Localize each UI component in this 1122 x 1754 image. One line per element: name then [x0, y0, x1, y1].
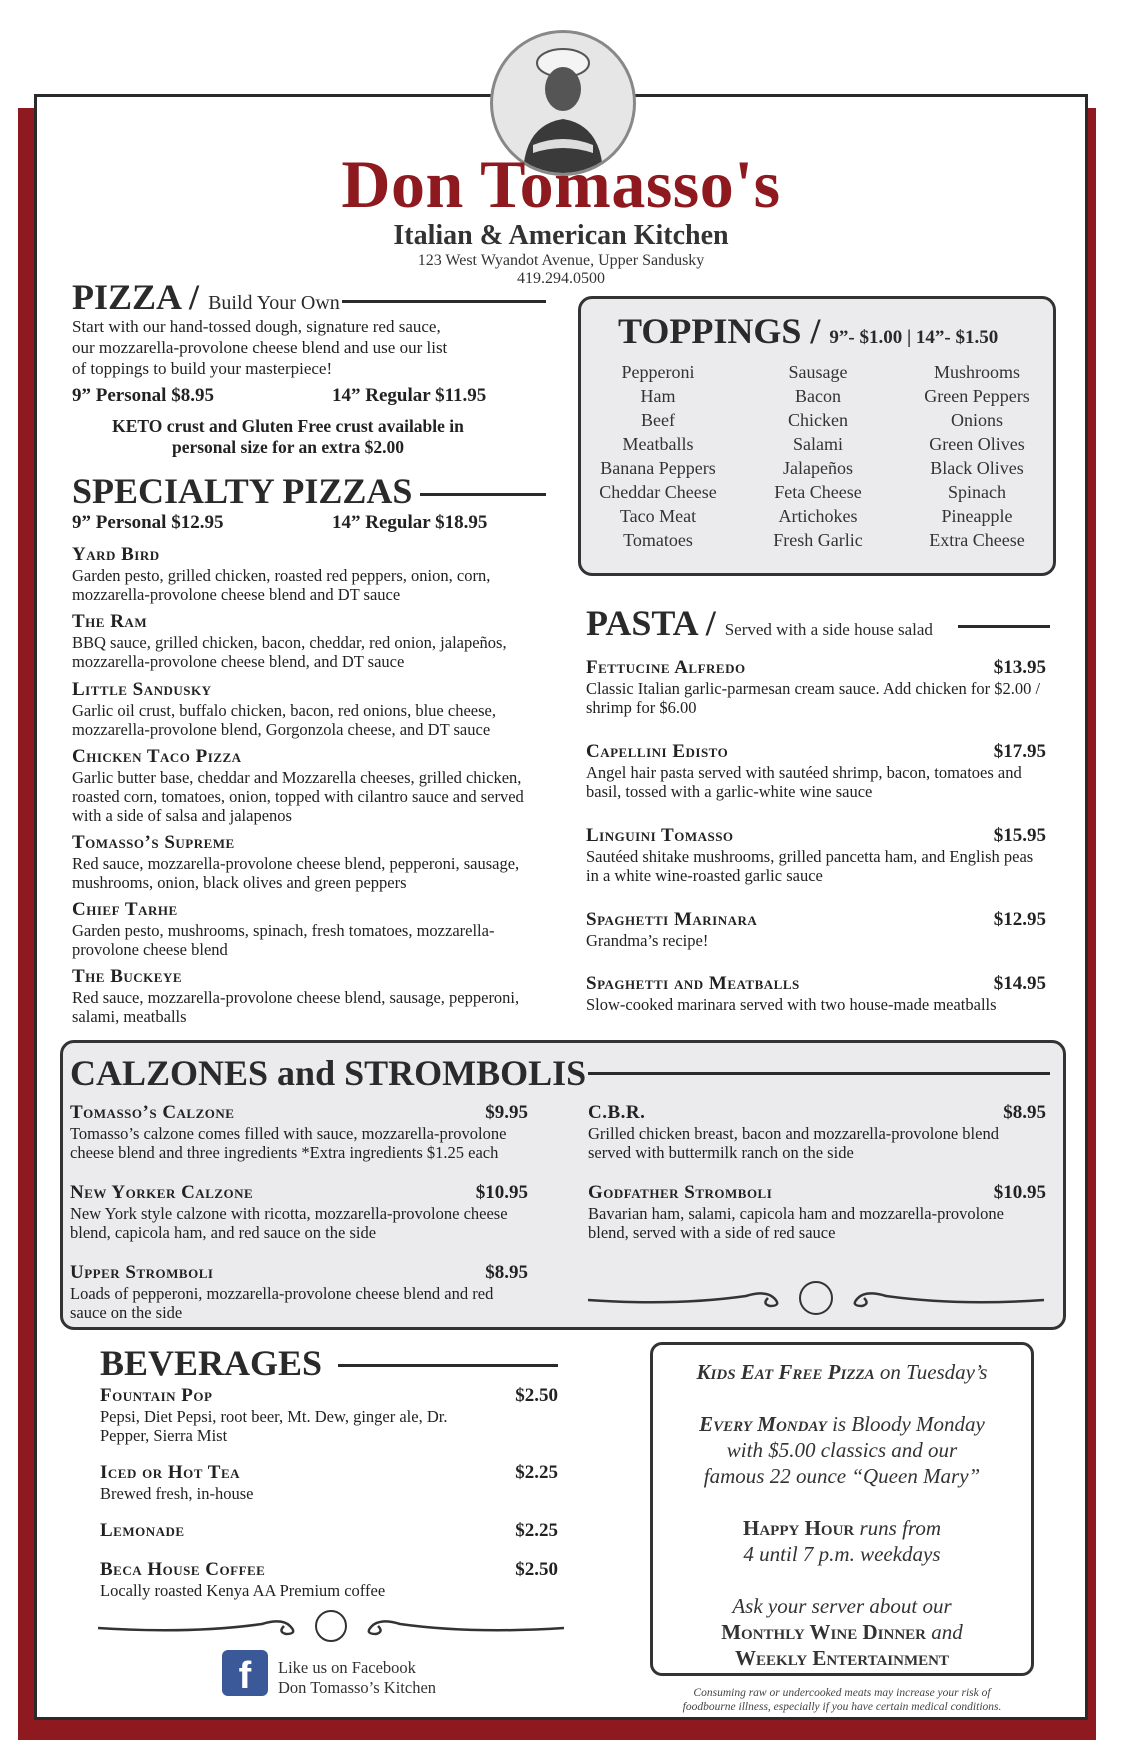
calzone-item-desc: Loads of pepperoni, mozzarella-provolone cheese blend and red sauce on the side [70, 1284, 494, 1322]
specialty-item [72, 832, 542, 892]
beverage-item-price: $2.50 [515, 1559, 558, 1580]
pasta-item-name: Spaghetti Marinara [586, 909, 758, 930]
specialty-item-desc: Red sauce, mozzarella-provolone cheese blend, sausage, pepperoni, salami, meatballs [72, 988, 520, 1026]
pasta-item-desc: Sautéed shitake mushrooms, grilled pancetta ham, and English peas in a white wine-roasted garlic sauce [586, 847, 1034, 885]
pizza-intro-line: Start with our hand-tossed dough, signature red sauce, [72, 317, 441, 336]
stromboli-item-desc: Grilled chicken breast, bacon and mozzarella-provolone blend served with buttermilk ranch on the side [588, 1124, 999, 1162]
beverage-item-name: Lemonade [100, 1520, 185, 1541]
restaurant-name: Don Tomasso's [341, 146, 781, 222]
pasta-title: PASTA [586, 603, 697, 643]
stromboli-item [588, 1102, 1046, 1162]
facebook-line: Like us on Facebook [278, 1658, 416, 1677]
beverage-item-name: Fountain Pop [100, 1385, 213, 1406]
beverage-item-price: $2.50 [515, 1385, 558, 1406]
pasta-item-price: $15.95 [993, 825, 1046, 846]
specialty-item-name: Chicken Taco Pizza [72, 746, 242, 767]
specialty-item-name: Little Sandusky [72, 679, 212, 700]
pasta-item-price: $17.95 [993, 741, 1046, 762]
toppings-column-1 [578, 360, 738, 552]
pizza-regular-price: 14” Regular $11.95 [332, 385, 487, 406]
calzone-item-price: $10.95 [475, 1182, 528, 1203]
beverages-heading: BEVERAGES [100, 1343, 323, 1383]
calzone-item-desc: New York style calzone with ricotta, mozzarella-provolone cheese blend, capicola ham, and red sauce on the side [70, 1204, 508, 1242]
keto-note [72, 416, 504, 458]
stromboli-item-desc: Bavarian ham, salami, capicola ham and mozzarella-provolone blend, served with a side of red sauce [588, 1204, 1004, 1242]
facebook-line: Don Tomasso’s Kitchen [278, 1678, 437, 1697]
pasta-item-desc: Classic Italian garlic-parmesan cream sauce. Add chicken for $2.00 / shrimp for $6.00 [586, 679, 1041, 717]
stromboli-item-name: Godfather Stromboli [588, 1182, 773, 1203]
specialty-item-name: Yard Bird [72, 544, 160, 565]
topping-item: Green Olives [929, 434, 1025, 454]
specialty-item-desc: Garden pesto, grilled chicken, roasted red peppers, onion, corn, mozzarella-provolone cheese blend and DT sauce [72, 566, 491, 604]
pasta-slash: / [705, 603, 716, 643]
pasta-rule [958, 625, 1050, 628]
toppings-heading [618, 310, 998, 352]
toppings-prices: 9”- $1.00 | 14”- $1.50 [829, 327, 999, 348]
topping-item: Taco Meat [619, 506, 697, 526]
calzone-item [70, 1182, 528, 1242]
restaurant-tagline: Italian & American Kitchen [393, 220, 729, 251]
pizza-slash: / [189, 277, 200, 317]
calzone-item [70, 1102, 528, 1162]
monday-special [653, 1411, 1031, 1437]
topping-item: Meatballs [622, 434, 694, 454]
beverage-item [100, 1385, 558, 1445]
calzone-item-name: Upper Stromboli [70, 1262, 214, 1283]
topping-item: Beef [641, 410, 675, 430]
happy-hour-text: runs from [854, 1516, 941, 1540]
calzones-heading: CALZONES and STROMBOLIS [70, 1053, 587, 1093]
happy-hour [653, 1515, 1031, 1541]
toppings-column-3 [898, 360, 1056, 552]
topping-item: Artichokes [778, 506, 858, 526]
calzone-item-desc: Tomasso’s calzone comes filled with sauce, mozzarella-provolone cheese blend and three ingredients *Extra ingredients $1.25 each [70, 1124, 507, 1162]
topping-item: Feta Cheese [774, 482, 862, 502]
happy-hour-bold: Happy Hour [743, 1516, 855, 1540]
pasta-item-name: Spaghetti and Meatballs [586, 973, 800, 994]
stromboli-item-price: $10.95 [993, 1182, 1046, 1203]
kids-special [653, 1359, 1031, 1385]
topping-item: Mushrooms [933, 362, 1020, 382]
stromboli-item-price: $8.95 [1003, 1102, 1046, 1123]
entertainment-bold: Weekly Entertainment [735, 1646, 949, 1670]
beverage-item-price: $2.25 [515, 1520, 558, 1541]
pasta-heading [586, 602, 933, 644]
calzone-item-name: New Yorker Calzone [70, 1182, 254, 1203]
calzone-item-price: $9.95 [485, 1102, 528, 1123]
pizza-intro [72, 316, 542, 379]
beverage-item-price: $2.25 [515, 1462, 558, 1483]
topping-item: Fresh Garlic [773, 530, 863, 550]
facebook-icon[interactable]: f [222, 1650, 268, 1696]
topping-item: Onions [950, 410, 1003, 430]
topping-item: Extra Cheese [929, 530, 1025, 550]
topping-item: Ham [640, 386, 676, 406]
monday-special-text: is Bloody Monday [826, 1412, 985, 1436]
pizza-title: PIZZA [72, 277, 181, 317]
facebook-link[interactable] [278, 1658, 436, 1698]
specialty-item-desc: Garden pesto, mushrooms, spinach, fresh tomatoes, mozzarella-provolone cheese blend [72, 921, 495, 959]
pasta-item [586, 825, 1046, 885]
specialty-item-desc: Garlic butter base, cheddar and Mozzarella cheeses, grilled chicken, roasted corn, tomatoes, onion, topped with cilantro sauce and served with a side of salsa and jalapenos [72, 768, 524, 825]
specialty-item [72, 611, 542, 671]
topping-item: Pineapple [941, 506, 1013, 526]
pasta-item-price: $14.95 [993, 973, 1046, 994]
monday-special-bold: Every Monday [699, 1412, 827, 1436]
specialty-item [72, 746, 542, 825]
beverage-item [100, 1462, 558, 1503]
topping-item: Jalapeños [783, 458, 853, 478]
pizza-rule [342, 300, 546, 303]
specials-box [650, 1342, 1034, 1676]
pasta-item-desc: Slow-cooked marinara served with two house-made meatballs [586, 995, 997, 1014]
stromboli-item-name: C.B.R. [588, 1102, 646, 1123]
pasta-item-name: Capellini Edisto [586, 741, 729, 762]
restaurant-phone: 419.294.0500 [517, 270, 605, 287]
topping-item: Tomatoes [623, 530, 693, 550]
beverage-item-name: Beca House Coffee [100, 1559, 266, 1580]
calzone-item-price: $8.95 [485, 1262, 528, 1283]
pizza-subtitle: Build Your Own [208, 292, 340, 314]
calzone-item-name: Tomasso’s Calzone [70, 1102, 235, 1123]
pizza-intro-line: of toppings to build your masterpiece! [72, 359, 333, 378]
pasta-item-name: Linguini Tomasso [586, 825, 734, 846]
disclaimer-line: foodbourne illness, especially if you have certain medical conditions. [682, 1701, 1002, 1713]
pizza-heading [72, 276, 340, 318]
toppings-slash: / [810, 311, 821, 351]
beverage-item-desc: Locally roasted Kenya AA Premium coffee [100, 1581, 386, 1600]
beverage-item-desc: Brewed fresh, in-house [100, 1484, 254, 1503]
topping-item: Pepperoni [621, 362, 695, 382]
keto-note-line: KETO crust and Gluten Free crust available in [112, 416, 464, 436]
specialty-regular-price: 14” Regular $18.95 [332, 512, 488, 533]
specialty-item-desc: Garlic oil crust, buffalo chicken, bacon, red onions, blue cheese, mozzarella-provolone blend, Gorgonzola cheese, and DT sauce [72, 701, 496, 739]
specialty-item [72, 899, 542, 959]
specialty-item-name: The Buckeye [72, 966, 182, 987]
specialty-item-name: The Ram [72, 611, 148, 632]
keto-note-line: personal size for an extra $2.00 [171, 437, 404, 457]
pasta-item [586, 741, 1046, 801]
specialty-pizzas-heading: SPECIALTY PIZZAS [72, 471, 413, 511]
kids-special-text: on Tuesday’s [874, 1360, 988, 1384]
specialty-item-desc: BBQ sauce, grilled chicken, bacon, cheddar, red onion, jalapeños, mozzarella-provolone cheese blend, and DT sauce [72, 633, 507, 671]
pasta-item [586, 909, 1046, 950]
pasta-item-price: $13.95 [993, 657, 1046, 678]
beverage-item-name: Iced or Hot Tea [100, 1462, 241, 1483]
calzones-rule [588, 1072, 1050, 1075]
monday-special-line: famous 22 ounce “Queen Mary” [703, 1464, 981, 1488]
ask-server-line: Ask your server about our [732, 1594, 952, 1618]
specialty-item [72, 544, 542, 604]
pizza-personal-price: 9” Personal $8.95 [72, 385, 214, 406]
pasta-item-desc: Grandma’s recipe! [586, 931, 709, 950]
topping-item: Spinach [948, 482, 1006, 502]
wine-dinner-bold: Monthly Wine Dinner [721, 1620, 926, 1644]
wine-dinner-text: and [926, 1620, 963, 1644]
topping-item: Black Olives [930, 458, 1024, 478]
pasta-item [586, 973, 1046, 1014]
pasta-item-desc: Angel hair pasta served with sautéed shrimp, bacon, tomatoes and basil, tossed with a garlic-white wine sauce [586, 763, 1022, 801]
flourish-divider-icon [586, 1276, 1046, 1316]
beverage-item [100, 1520, 558, 1542]
pizza-intro-line: our mozzarella-provolone cheese blend and use our list [72, 338, 448, 357]
specialty-rule [420, 493, 546, 496]
topping-item: Banana Peppers [600, 458, 716, 478]
topping-item: Bacon [795, 386, 841, 406]
specialty-personal-price: 9” Personal $12.95 [72, 512, 224, 533]
happy-hour-line: 4 until 7 p.m. weekdays [743, 1542, 941, 1566]
pasta-subtitle: Served with a side house salad [724, 620, 933, 639]
toppings-column-2 [738, 360, 898, 552]
beverages-rule [338, 1364, 558, 1367]
restaurant-address: 123 West Wyandot Avenue, Upper Sandusky [417, 252, 705, 269]
pasta-item-price: $12.95 [993, 909, 1046, 930]
disclaimer-line: Consuming raw or undercooked meats may increase your risk of [693, 1687, 991, 1699]
monday-special-line: with $5.00 classics and our [726, 1438, 958, 1462]
topping-item: Salami [793, 434, 843, 454]
stromboli-item [588, 1182, 1046, 1242]
flourish-divider-icon [96, 1604, 566, 1644]
beverage-item [100, 1559, 558, 1600]
specialty-item [72, 679, 542, 739]
calzone-item [70, 1262, 528, 1322]
specialty-item [72, 966, 542, 1026]
beverage-item-desc: Pepsi, Diet Pepsi, root beer, Mt. Dew, ginger ale, Dr. Pepper, Sierra Mist [100, 1407, 448, 1445]
topping-item: Sausage [788, 362, 848, 382]
pasta-item [586, 657, 1046, 717]
pasta-item-name: Fettucine Alfredo [586, 657, 746, 678]
food-safety-disclaimer [650, 1686, 1034, 1714]
topping-item: Cheddar Cheese [599, 482, 717, 502]
kids-special-bold: Kids Eat Free Pizza [696, 1360, 875, 1384]
specialty-item-name: Tomasso’s Supreme [72, 832, 235, 853]
topping-item: Chicken [788, 410, 848, 430]
toppings-title: TOPPINGS [618, 311, 802, 351]
specialty-item-desc: Red sauce, mozzarella-provolone cheese blend, pepperoni, sausage, mushrooms, onion, black olives and green peppers [72, 854, 520, 892]
specialty-item-name: Chief Tarhe [72, 899, 178, 920]
wine-dinner [653, 1619, 1031, 1645]
entertainment [653, 1645, 1031, 1671]
topping-item: Green Peppers [924, 386, 1030, 406]
